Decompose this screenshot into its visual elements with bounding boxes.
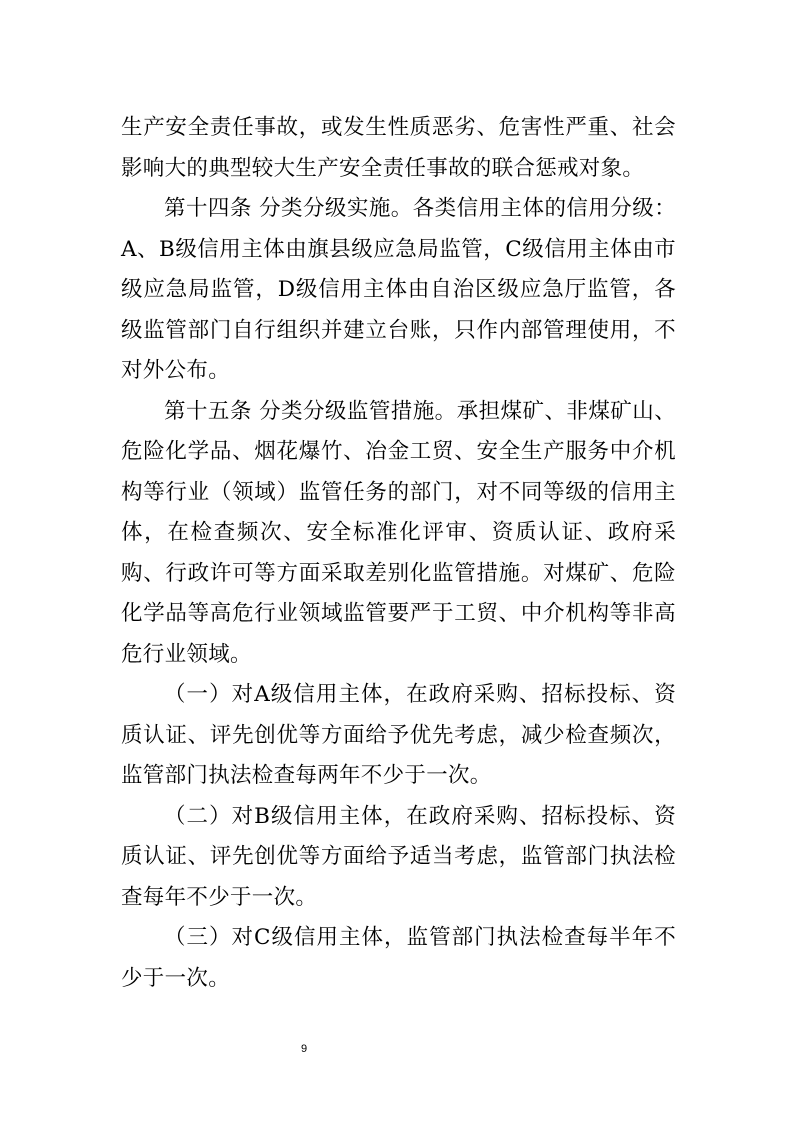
article-14-paragraph: 第十四条 分类分级实施。各类信用主体的信用分级：A、B级信用主体由旗县级应急局监管，C级信用主体由市级应急局监管，D级信用主体由自治区级应急厅监管，各级监管部门自行组织并建立台账，只作内部管理使用，不对外公布。 xyxy=(121,196,676,383)
article-15-paragraph: 第十五条 分类分级监管措施。承担煤矿、非煤矿山、危险化学品、烟花爆竹、冶金工贸、安全生产服务中介机构等行业（领域）监管任务的部门，对不同等级的信用主体，在检查频次、安全标准化评审、资质认证、政府采购、行政许可等方面采取差别化监管措施。对煤矿、危险化学品等高危行业领域监管要严于工贸、中介机构等非高危行业领域。 xyxy=(121,398,676,667)
clause-2-paragraph: （二）对B级信用主体，在政府采购、招标投标、资质认证、评先创优等方面给予适当考虑，监管部门执法检查每年不少于一次。 xyxy=(121,803,676,910)
document-body xyxy=(121,108,676,999)
clause-1-paragraph: （一）对A级信用主体，在政府采购、招标投标、资质认证、评先创优等方面给予优先考虑，减少检查频次，监管部门执法检查每两年不少于一次。 xyxy=(121,682,676,788)
page-number: 9 xyxy=(300,1043,308,1055)
clause-3-paragraph: （三）对C级信用主体，监管部门执法检查每半年不少于一次。 xyxy=(121,925,676,991)
paragraph-continuation: 生产安全责任事故，或发生性质恶劣、危害性严重、社会影响大的典型较大生产安全责任事故的联合惩戒对象。 xyxy=(121,115,676,181)
